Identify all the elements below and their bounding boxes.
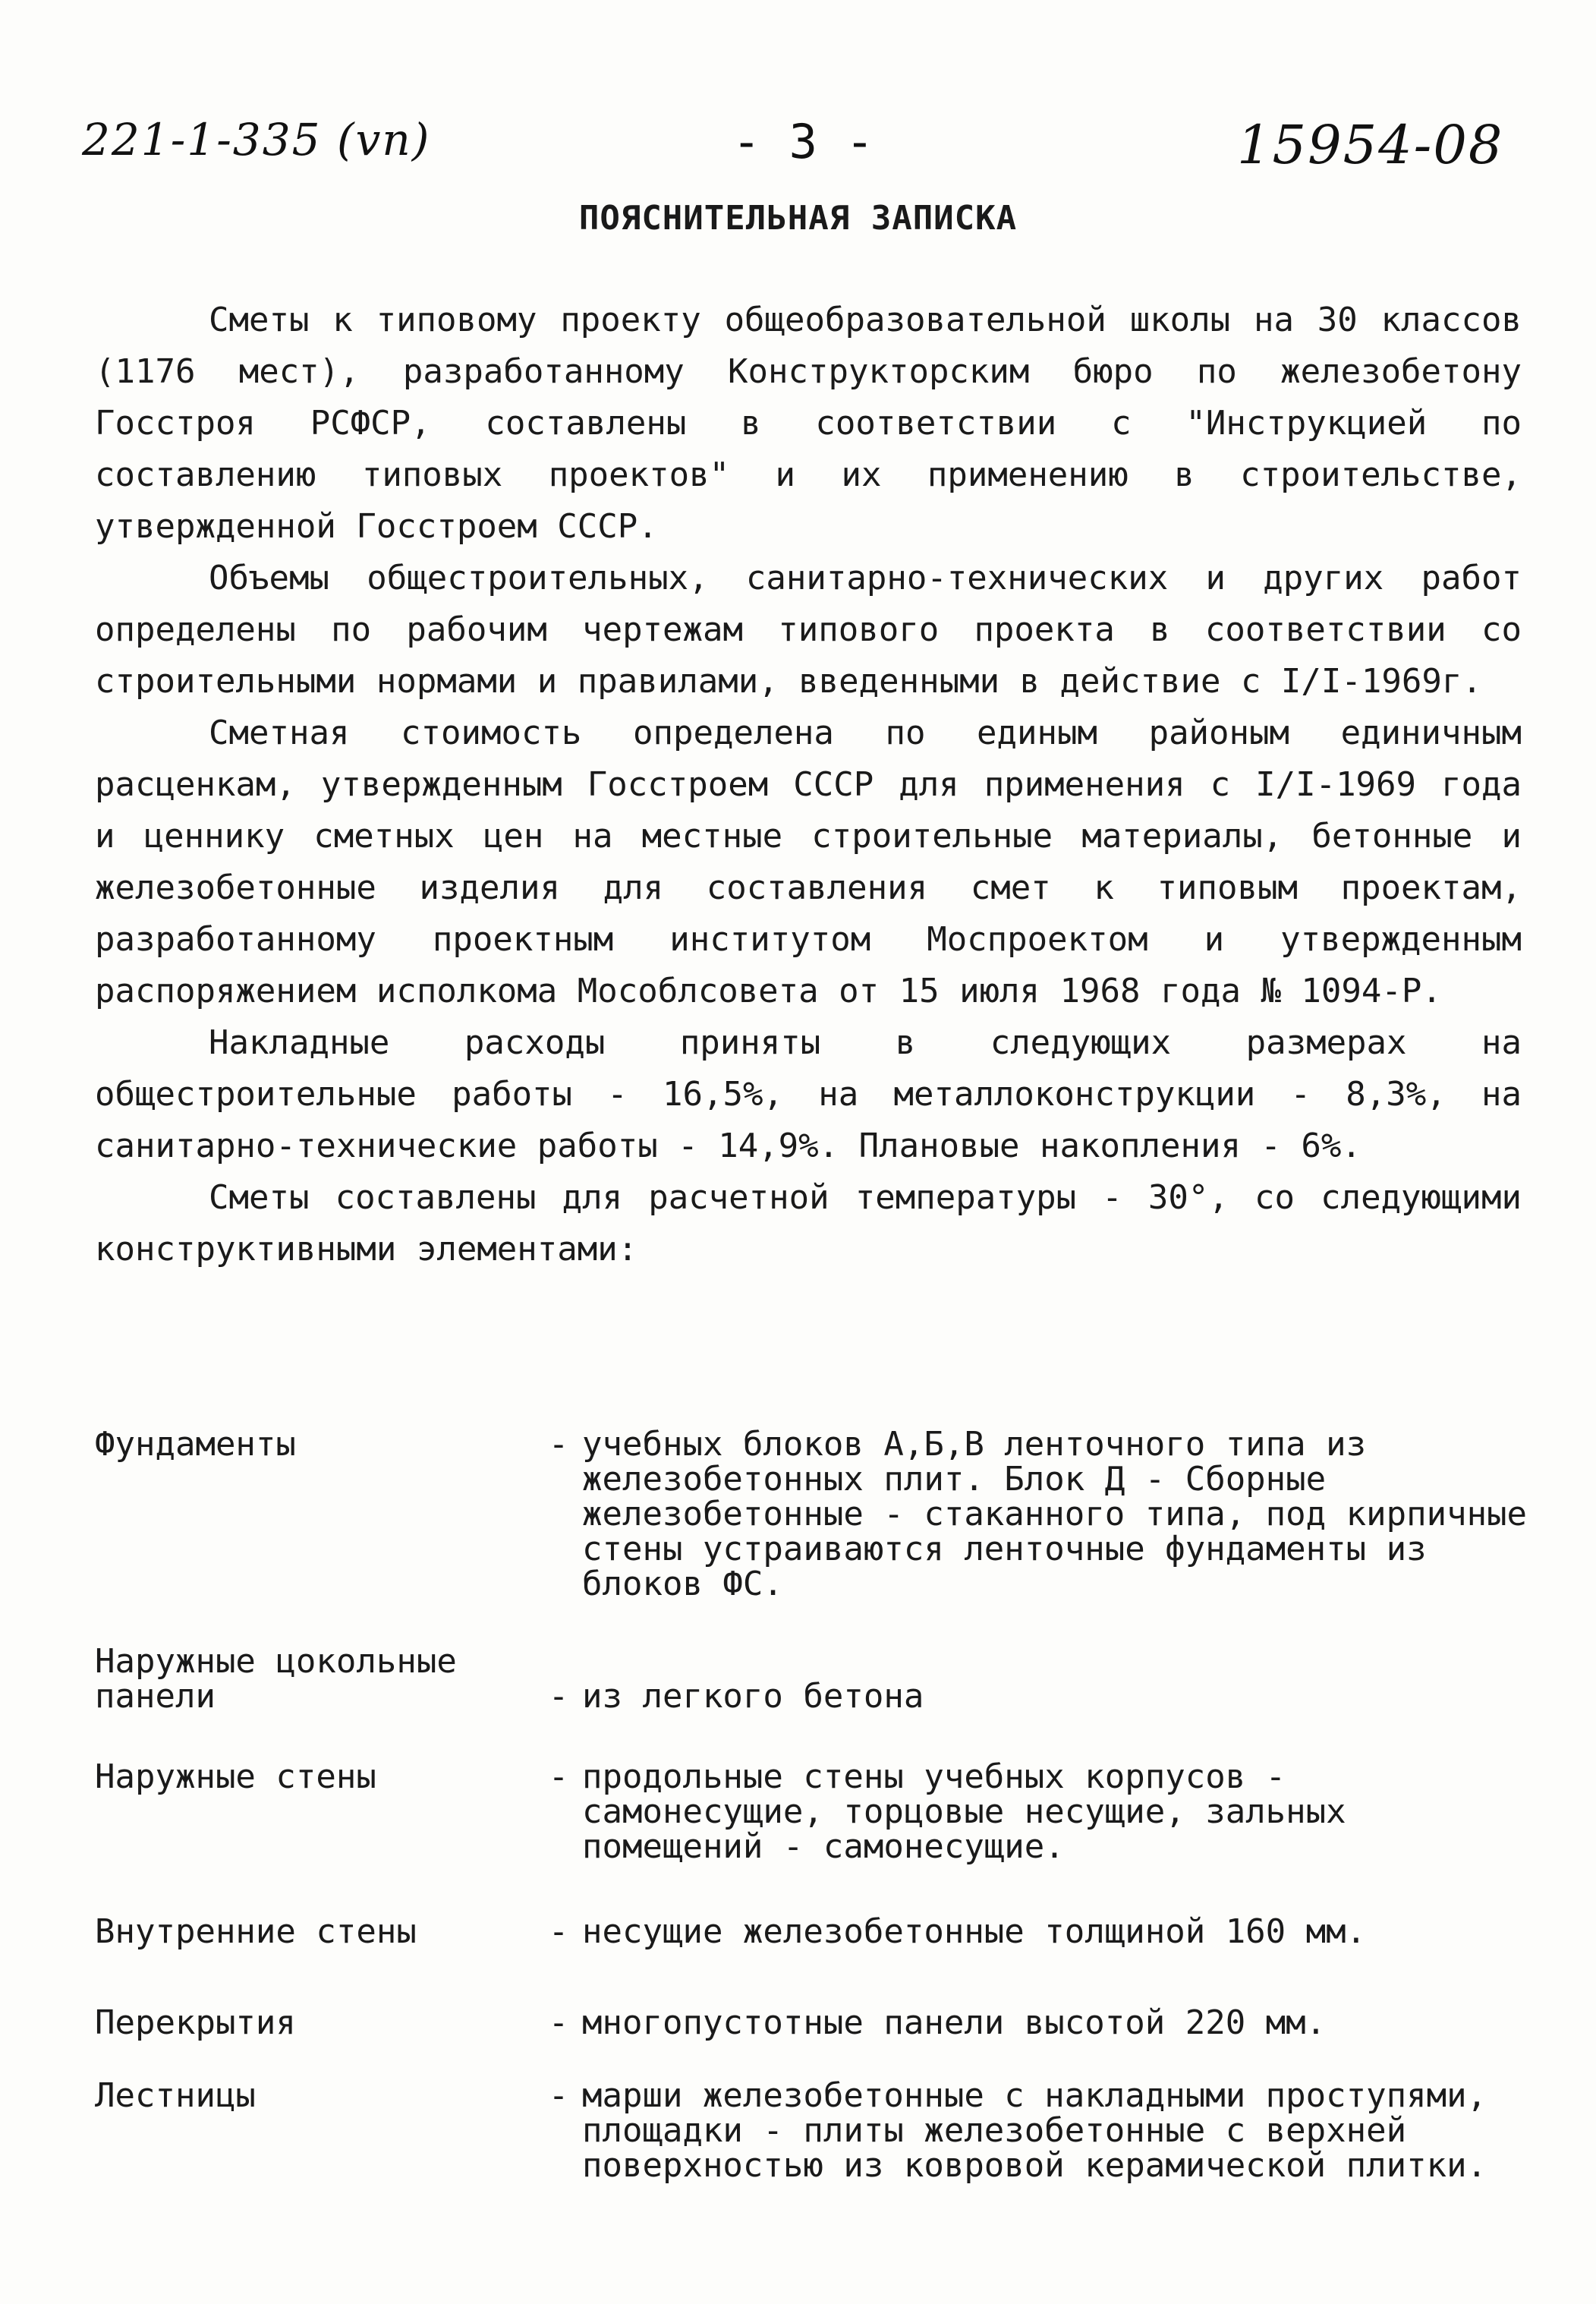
page-number: - 3 -: [732, 114, 874, 169]
element-value: несущие железобетонные толщиной 160 мм.: [582, 1912, 1367, 1951]
element-dash: -: [548, 1425, 569, 1464]
paragraph: Сметная стоимость определена по единым районым единичным расценкам, утвержденным Госстроем СССР для применения с I/I-1969 года и ценнику сметных цен на местные строительные материалы, бетонные и железобетонные изделия для составления смет к типовым проектам, разработанному проектным институтом Моспроектом и утвержденным распоряжением исполкома Мособлсовета от 15 июля 1968 года № 1094-Р.: [95, 714, 1522, 1010]
paragraph: Сметы к типовому проекту общеобразовательной школы на 30 классов (1176 мест), разработанному Конструкторским бюро по железобетону Госстроя РСФСР, составлены в соответствии с "Инструкцией по составлению типовых проектов" и их применению в строительстве, утвержденной Госстроем СССР.: [95, 301, 1522, 546]
element-dash: -: [548, 2076, 569, 2115]
paragraph: Сметы составлены для расчетной температуры - 30°, со следующими конструктивными элементами:: [95, 1178, 1522, 1269]
structural-elements-list: [95, 1427, 1537, 2183]
element-label: Перекрытия: [95, 2003, 296, 2042]
element-row: [95, 1644, 1537, 1714]
project-code: 221-1-335 (vп): [82, 114, 431, 165]
element-row: [95, 1757, 1537, 1866]
element-value: марши железобетонные с накладными проступями, площадки - плиты железобетонные с верхней поверхностью из ковровой керамической плитки.: [582, 2076, 1487, 2185]
document-title: ПОЯСНИТЕЛЬНАЯ ЗАПИСКА: [578, 199, 1018, 238]
registration-number: 15954-08: [1237, 114, 1504, 176]
element-dash: -: [548, 2003, 569, 2042]
element-label: Внутренние стены: [95, 1912, 417, 1951]
paragraph: Накладные расходы приняты в следующих размерах на общестроительные работы - 16,5%, на металлоконструкции - 8,3%, на санитарно-технические работы - 14,9%. Плановые накопления - 6%.: [95, 1023, 1522, 1165]
element-value: продольные стены учебных корпусов - самонесущие, торцовые несущие, зальных помещений - самонесущие.: [582, 1757, 1346, 1866]
element-dash: -: [548, 1677, 569, 1716]
element-label: Фундаменты: [95, 1425, 296, 1464]
element-label: Наружные стены: [95, 1757, 376, 1796]
body-text: [95, 295, 1522, 1275]
element-row: [95, 1912, 1537, 1951]
element-row: [95, 1427, 1537, 1602]
element-row: [95, 2076, 1537, 2185]
element-value: учебных блоков А,Б,В ленточного типа из железобетонных плит. Блок Д - Сборные железобетонные - стаканного типа, под кирпичные стены устраиваются ленточные фундаменты из блоков ФС.: [582, 1425, 1528, 1603]
element-value: многопустотные панели высотой 220 мм.: [582, 2003, 1327, 2042]
element-label: Наружные цокольные панели: [95, 1642, 457, 1716]
element-dash: -: [548, 1912, 569, 1951]
element-label: Лестницы: [95, 2076, 256, 2115]
paragraph: Объемы общестроительных, санитарно-технических и других работ определены по рабочим чертежам типового проекта в соответствии со строительными нормами и правилами, введенными в действие с I/I-1969г.: [95, 559, 1522, 701]
element-value: из легкого бетона: [582, 1677, 924, 1716]
element-row: [95, 2003, 1537, 2042]
element-dash: -: [548, 1757, 569, 1796]
